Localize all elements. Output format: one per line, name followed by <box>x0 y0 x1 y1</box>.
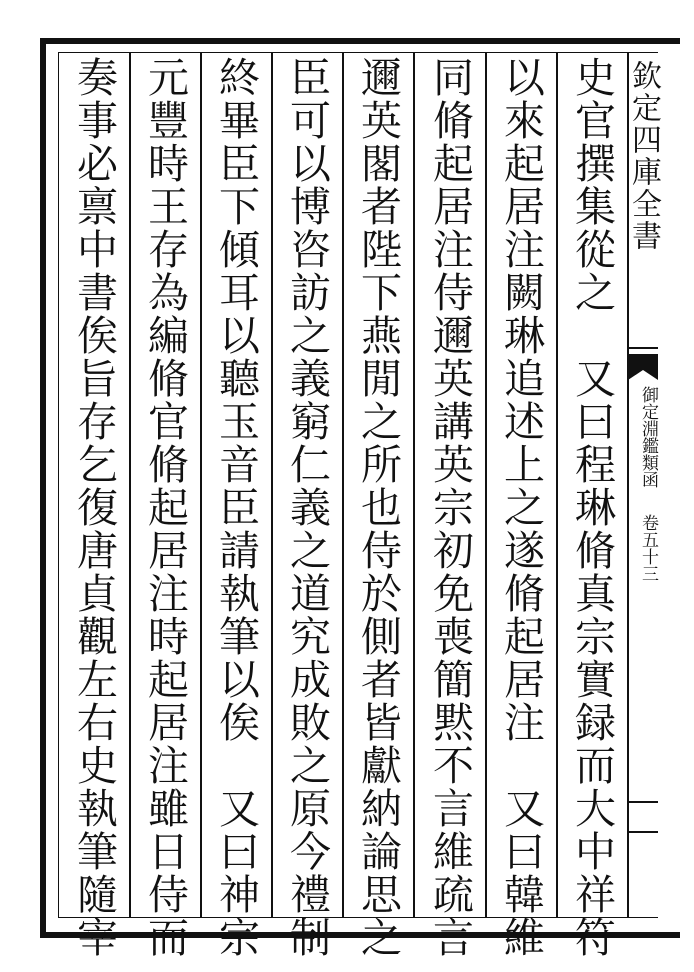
column-rule <box>556 52 558 918</box>
text-column: 臣可以博咨訪之義窮仁義之道究成敗之原今禮制 <box>283 56 331 959</box>
text-column: 史官撰集從之 又曰程琳脩真宗實録而大中祥符 <box>568 56 616 959</box>
text-column: 終畢臣下傾耳以聽玉音臣請執筆以俟 又曰神宗 <box>212 56 260 959</box>
volume-label: 卷五十三 <box>638 514 658 582</box>
running-head <box>626 56 661 914</box>
text-column: 同脩起居注侍邇英講英宗初免喪簡黙不言維疏言 <box>426 56 474 959</box>
text-column: 以來起居注闕琳追述上之遂脩起居注 又曰韓維 <box>497 56 545 959</box>
fishtail-mark-top <box>628 346 658 382</box>
column-rule <box>129 52 131 918</box>
column-rule <box>485 52 487 918</box>
library-title: 欽定四庫全書 <box>626 60 661 252</box>
text-column: 邇英閣者陛下燕閒之所也侍於側者皆獻納論思之 <box>354 56 402 959</box>
text-column: 奏事必禀中書俟旨存乞復唐貞觀左右史執筆隨宰 <box>70 56 118 959</box>
column-rule <box>271 52 273 918</box>
column-rule <box>413 52 415 918</box>
text-column: 元豐時王存為編脩官脩起居注時起居注雖日侍而 <box>141 56 189 959</box>
book-title: 御定淵鑑類函 <box>638 386 658 488</box>
fishtail-mark-bottom <box>628 796 658 836</box>
running-head-subtitle <box>628 386 658 606</box>
column-rule <box>200 52 202 918</box>
column-rule <box>342 52 344 918</box>
